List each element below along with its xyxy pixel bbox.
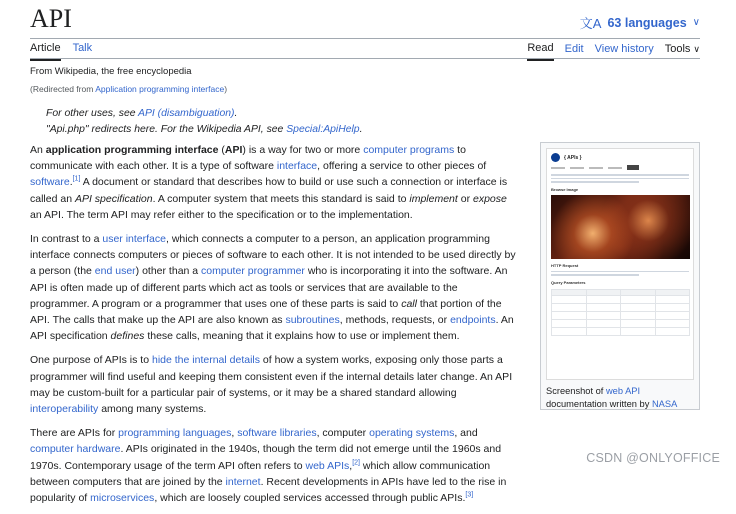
nasa-api-screenshot[interactable] [546,148,694,380]
text: There are APIs for [30,427,119,440]
text: of how a system works, exposing only those parts a programmer will find useful and keeping them consistent even if the internal details later change. An API may be custom-built for a particular pair of systems, or it may be a shared standard allowing [30,354,513,399]
hatnote-text: "Api.php" redirects here. For the Wikipedia API, see [46,124,287,135]
text: ( [218,144,225,156]
text: ) is a way for two or more [242,144,364,156]
redirect-link[interactable]: Application programming interface [95,84,225,94]
text: A document or standard that describes how to build or use such a connection or interface is called an [30,176,508,205]
link-user-interface[interactable]: user interface [102,233,166,246]
link-operating-systems[interactable]: operating systems [369,427,455,440]
link-software-libraries[interactable]: software libraries [237,427,317,440]
text: who is incorporating it into the software. An API is often made up of different parts which act as tools or services that are available to the programmer. A program or a programmer that uses one of these parts is said to [30,265,508,310]
screenshot-app-label: { APIs } [564,154,582,161]
tab-view-history[interactable]: View history [594,43,654,55]
hatnote-disambiguation [46,108,237,119]
paragraph-4 [30,425,520,506]
csdn-watermark: CSDN @ONLYOFFICE [586,451,720,465]
infobox [540,142,700,410]
text: . Recent developments in APIs have led to the rise in popularity of [30,475,507,505]
italic-term: expose [472,192,507,205]
text: , and [454,427,478,440]
paragraph-3 [30,352,520,417]
screenshot-section-label: Query Parameters [551,279,586,285]
text: One purpose of APIs is to [30,354,152,367]
link-web-api[interactable]: web API [605,386,641,396]
apihelp-link[interactable]: Special:ApiHelp [286,124,360,135]
text: or [457,192,473,205]
paragraph-1 [30,142,520,223]
text: . [69,176,73,189]
chevron-down-icon: ∨ [693,44,700,54]
screenshot-param-table [551,289,690,336]
text: . APIs originated in the 1940s, though the term did not emerge until the 1960s and 1970s. Contemporary usage of the term API often refers to [30,443,502,472]
translate-icon: 文A [579,16,602,31]
link-computer-programs[interactable]: computer programs [363,144,455,156]
text: that portion of the API. The calls that make up the API are also known as [30,297,502,327]
paragraph-2 [30,231,520,344]
link-hide-internal-details[interactable]: hide the internal details [152,354,260,367]
tools-label: Tools [664,43,691,55]
hatnote-text: . [234,108,238,119]
text: An [30,144,46,156]
link-web-apis[interactable]: web APIs [305,459,350,472]
languages-button[interactable] [580,13,700,32]
text: , computer [316,427,370,440]
text: , which are loosely coupled services accessed through public APIs. [154,492,466,505]
nav-button-placeholder [627,165,639,170]
text-placeholder [551,271,689,273]
galaxy-image [551,195,690,259]
text: , offering a service to other pieces of [317,160,487,173]
nav-placeholder [608,167,622,169]
screenshot-nav [547,163,693,172]
caption-text: Screenshot of [546,386,606,396]
site-subtitle: From Wikipedia, the free encyclopedia [30,66,192,77]
redirect-suffix: ) [224,84,228,94]
text: . An API specification [30,314,514,343]
link-endpoints[interactable]: endpoints [450,314,496,327]
infobox-caption [546,385,694,410]
hatnote-text: For other uses, see [46,108,139,119]
tab-article[interactable]: Article [30,42,61,61]
tab-talk[interactable]: Talk [72,42,93,54]
languages-label: 63 languages [607,15,687,30]
italic-term: defines [110,330,145,343]
link-computer-programmer[interactable]: computer programmer [201,265,305,278]
text: to communicate with each other. It is a type of software [30,144,466,173]
nav-placeholder [589,167,603,169]
redirect-notice [30,84,227,94]
text: among many systems. [98,403,207,416]
link-internet[interactable]: internet [225,475,261,488]
screenshot-section-label: Browse Image [551,186,579,192]
text: ) other than a [135,265,202,278]
page-title: API [30,4,72,33]
text: , which connects a computer to a person, an application programming interface connects computers or pieces of software to each other. It is not intended to be used directly by a person (the [30,233,516,278]
tab-edit[interactable]: Edit [564,43,584,55]
nasa-logo-icon [551,153,560,162]
reference-1[interactable]: [1] [72,175,81,183]
link-nasa[interactable]: NASA [651,398,678,409]
link-subroutines[interactable]: subroutines [285,314,340,327]
redirect-prefix: (Redirected from [30,84,96,94]
text-placeholder [551,174,689,176]
screenshot-header [547,149,693,163]
nav-placeholder [570,167,584,169]
chevron-down-icon: ∨ [692,17,700,28]
caption-text: documentation written by [546,398,652,409]
disambiguation-link[interactable]: API (disambiguation) [138,108,235,119]
text-placeholder [551,178,689,180]
reference-2[interactable]: [2] [352,459,360,467]
reference-3[interactable]: [3] [465,491,474,499]
bold-term: API [224,144,243,156]
nav-placeholder [551,167,565,169]
tabs-divider [30,58,700,59]
text: In contrast to a [30,233,103,246]
link-interface[interactable]: interface [276,160,318,173]
link-interoperability[interactable]: interoperability [30,403,99,416]
link-computer-hardware[interactable]: computer hardware [30,443,121,456]
text: , [349,459,353,472]
text: , methods, requests, or [339,314,451,327]
italic-term: call [401,297,417,310]
link-programming-languages[interactable]: programming languages [118,427,232,440]
article-body [30,142,520,514]
text-placeholder [551,274,639,276]
text: which allow communication between computers that are joined by the [30,459,491,488]
text: , [231,427,238,440]
text-placeholder [551,181,639,183]
hatnote-text: . [359,124,363,135]
text: these calls, meaning that it explains how to use or implement them. [144,330,460,343]
tab-read[interactable]: Read [527,42,553,61]
link-end-user[interactable]: end user [94,265,136,278]
italic-term: implement [409,192,458,205]
text: an API. The term API may refer either to the specification or to the implementation. [30,208,413,221]
link-software[interactable]: software [30,176,70,189]
italic-term: API specification [74,192,153,205]
link-microservices[interactable]: microservices [90,492,155,505]
bold-term: application programming interface [45,144,219,156]
title-divider [30,38,700,39]
text: . A computer system that meets this standard is said to [152,192,410,205]
screenshot-section-label: HTTP Request [551,262,579,268]
hatnote-apiphp [46,124,362,135]
